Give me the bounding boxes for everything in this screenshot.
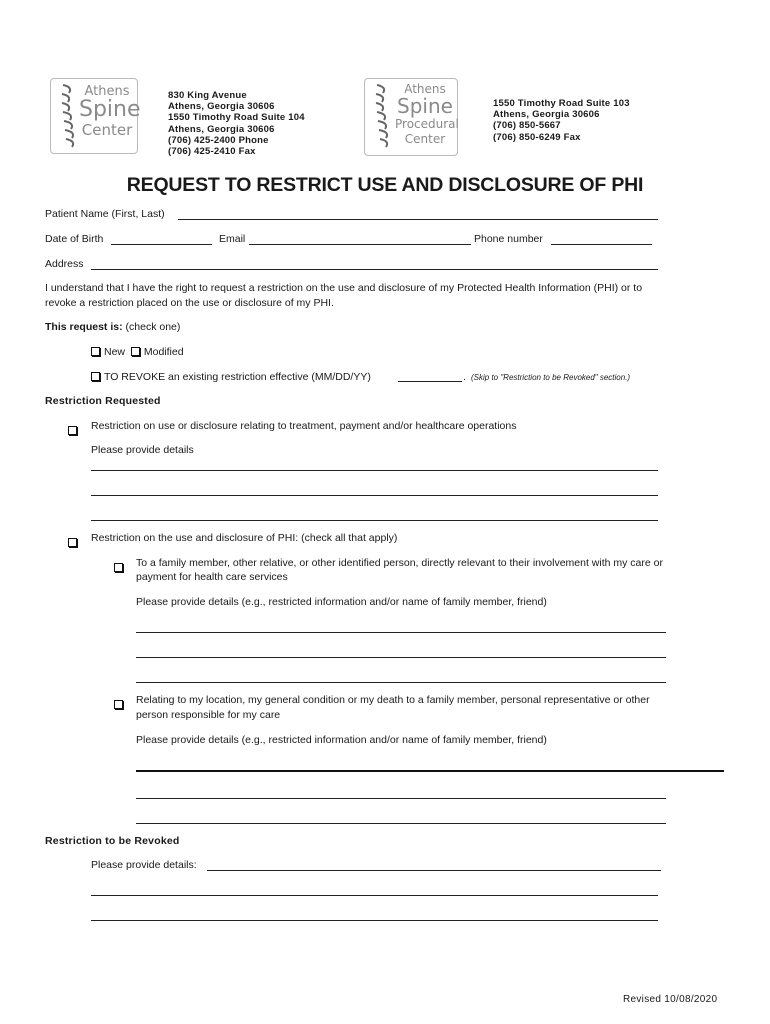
revoked-details-line-2[interactable] xyxy=(91,895,658,896)
sub2-details-line-3[interactable] xyxy=(136,823,666,824)
option1-details-label: Please provide details xyxy=(91,444,194,456)
logo2-line1: Athens xyxy=(404,82,446,96)
new-checkbox[interactable] xyxy=(91,347,100,356)
email-field[interactable] xyxy=(249,244,471,245)
revoke-option xyxy=(91,371,371,383)
sub1-checkbox[interactable] xyxy=(114,558,127,576)
logo1-line1: Athens xyxy=(84,84,130,99)
modified-checkbox[interactable] xyxy=(131,347,140,356)
sub1-details-line-3[interactable] xyxy=(136,682,666,683)
request-type-note: (check one) xyxy=(125,321,181,333)
new-label: New xyxy=(104,346,126,358)
logo1-line3: Center xyxy=(81,121,133,139)
logo1-line2: Spine xyxy=(79,97,141,122)
sub1-details-line-1[interactable] xyxy=(136,632,666,633)
option2-checkbox[interactable] xyxy=(68,533,81,551)
request-type-options xyxy=(91,346,184,358)
logo2-line4: Center xyxy=(404,132,446,146)
request-type-label: This request is: xyxy=(45,321,123,333)
patient-name-label: Patient Name (First, Last) xyxy=(45,208,165,220)
restriction-requested-heading: Restriction Requested xyxy=(45,395,161,407)
dob-label: Date of Birth xyxy=(45,233,104,245)
athens-spine-procedural-center-logo xyxy=(364,78,458,156)
option1-details-line-3[interactable] xyxy=(91,520,658,521)
modified-label: Modified xyxy=(143,346,184,358)
email-label: Email xyxy=(219,233,246,245)
revoke-note: (Skip to "Restriction to be Revoked" section.) xyxy=(471,373,631,382)
address-block-2: 1550 Timothy Road Suite 103 Athens, Georgia 30606 (706) 850-5667 (706) 850-6249 Fax xyxy=(493,98,630,143)
intro-text-line1: I understand that I have the right to request a restriction on the use and disclosure of my Protected Health Information (PHI) or to xyxy=(45,282,643,294)
option1-details-line-1[interactable] xyxy=(91,470,658,471)
sub2-details-line-2[interactable] xyxy=(136,798,666,799)
option1-checkbox[interactable] xyxy=(68,421,81,439)
revoke-period: . xyxy=(463,371,466,383)
sub2-details-label: Please provide details (e.g., restricted information and/or name of family member, friend) xyxy=(136,734,547,746)
spine-icon xyxy=(55,81,81,151)
phone-field[interactable] xyxy=(551,244,652,245)
phone-label: Phone number xyxy=(474,233,543,245)
athens-spine-center-logo xyxy=(50,78,141,154)
revoked-details-label: Please provide details: xyxy=(91,859,197,871)
intro-text-line2: revoke a restriction placed on the use or disclosure of my PHI. xyxy=(45,297,334,309)
option2-label: Restriction on the use and disclosure of PHI: (check all that apply) xyxy=(91,532,398,544)
sub1-details-label: Please provide details (e.g., restricted information and/or name of family member, friend) xyxy=(136,596,547,608)
sub2-label-line1: Relating to my location, my general condition or my death to a family member, personal representative or other xyxy=(136,694,650,706)
request-type-heading xyxy=(45,321,180,333)
sub1-label-line2: payment for health care services xyxy=(136,571,288,583)
patient-name-field[interactable] xyxy=(178,219,658,220)
option1-details-line-2[interactable] xyxy=(91,495,658,496)
revoked-details-line-3[interactable] xyxy=(91,920,658,921)
page-title: REQUEST TO RESTRICT USE AND DISCLOSURE OF PHI xyxy=(126,174,644,196)
address-field[interactable] xyxy=(91,269,658,270)
option1-label: Restriction on use or disclosure relating to treatment, payment and/or healthcare operations xyxy=(91,420,517,432)
restriction-revoked-heading: Restriction to be Revoked xyxy=(45,835,180,847)
logo2-line3: Procedural xyxy=(395,117,459,131)
revoked-details-line-1[interactable] xyxy=(207,870,661,871)
revoke-label: TO REVOKE an existing restriction effective (MM/DD/YY) xyxy=(104,371,371,383)
revoke-checkbox[interactable] xyxy=(91,372,100,381)
address-block-1: 830 King Avenue Athens, Georgia 30606 1550 Timothy Road Suite 104 Athens, Georgia 30606 (706) 425-2400 Phone (706) 425-2410 Fax xyxy=(168,90,305,158)
sub2-label-line2: person responsible for my care xyxy=(136,709,281,721)
revoke-date-field[interactable] xyxy=(398,381,462,382)
dob-field[interactable] xyxy=(111,244,212,245)
logo2-line2: Spine xyxy=(397,94,453,118)
sub1-label-line1: To a family member, other relative, or other identified person, directly relevant to their involvement with my care or xyxy=(136,557,663,569)
revision-date: Revised 10/08/2020 xyxy=(623,994,718,1005)
spine-icon xyxy=(369,81,395,153)
sub1-details-line-2[interactable] xyxy=(136,657,666,658)
address-label: Address xyxy=(45,258,84,270)
sub2-details-line-1[interactable] xyxy=(136,770,724,772)
sub2-checkbox[interactable] xyxy=(114,695,127,713)
